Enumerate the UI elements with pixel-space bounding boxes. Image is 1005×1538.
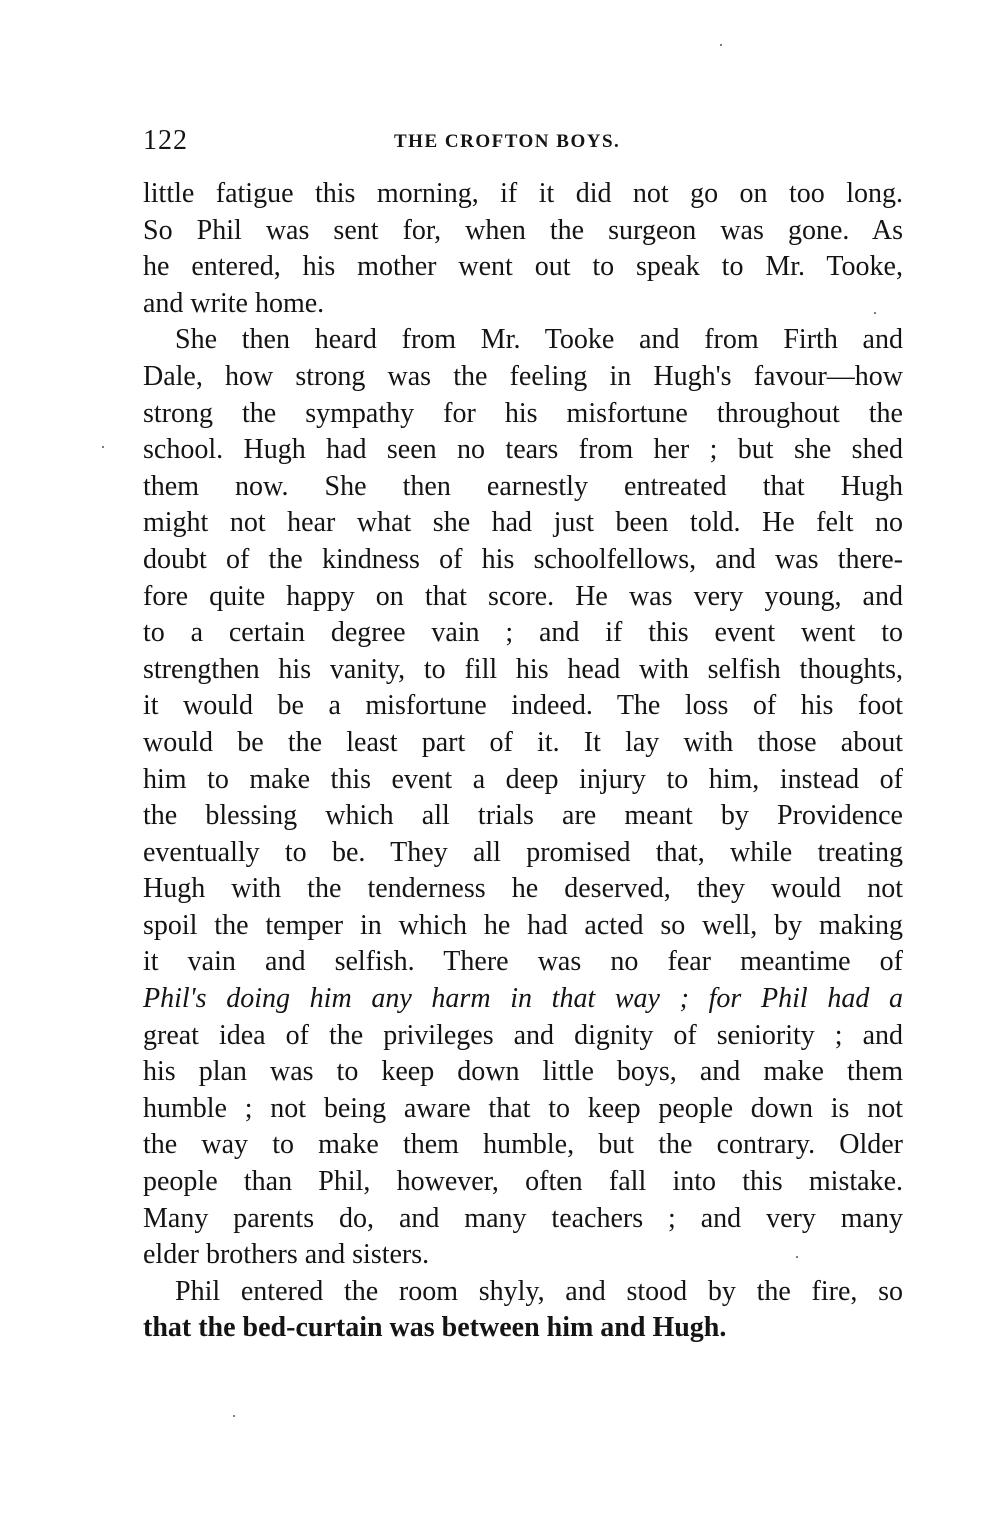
- text-line: the blessing which all trials are meant by Providence: [143, 800, 903, 832]
- text-line: he entered, his mother went out to speak to Mr. Tooke,: [143, 251, 903, 283]
- text-line: that the bed-curtain was between him and Hugh.: [143, 1312, 727, 1344]
- print-speck: [874, 312, 876, 314]
- text-line: the way to make them humble, but the contrary. Older: [143, 1129, 903, 1161]
- text-line: little fatigue this morning, if it did not go on too long.: [143, 178, 903, 209]
- text-line: school. Hugh had seen no tears from her ; but she shed: [143, 434, 903, 466]
- text-line: strengthen his vanity, to fill his head with selfish thoughts,: [143, 653, 903, 685]
- text-line: might not hear what she had just been told. He felt no: [143, 507, 903, 539]
- print-speck: [102, 446, 104, 448]
- running-head: [143, 123, 903, 163]
- text-line: fore quite happy on that score. He was very young, and: [143, 580, 903, 612]
- body-text: [143, 176, 903, 1347]
- text-line: spoil the temper in which he had acted so well, by making: [143, 909, 903, 941]
- running-title: THE CROFTON BOYS.: [394, 131, 621, 152]
- page-number: 122: [143, 125, 188, 156]
- text-line: Hugh with the tenderness he deserved, they would not: [143, 873, 903, 905]
- text-line: great idea of the privileges and dignity of seniority ; and: [143, 1019, 903, 1051]
- text-line: it would be a misfortune indeed. The loss of his foot: [143, 690, 903, 722]
- text-line: them now. She then earnestly entreated that Hugh: [143, 470, 903, 502]
- print-speck: [233, 1415, 235, 1417]
- text-line: She then heard from Mr. Tooke and from Firth and: [175, 324, 903, 356]
- text-line: and write home.: [143, 287, 325, 319]
- text-line: to a certain degree vain ; and if this event went to: [143, 617, 903, 649]
- text-line: strong the sympathy for his misfortune throughout the: [143, 397, 903, 429]
- text-line: it vain and selfish. There was no fear meantime of: [143, 946, 903, 978]
- text-line: eventually to be. They all promised that, while treating: [143, 836, 903, 868]
- text-line-italic: Phil's doing him any harm in that way ; for Phil had a: [143, 983, 903, 1015]
- text-line: Phil entered the room shyly, and stood by the fire, so: [175, 1275, 903, 1307]
- print-speck: [720, 44, 722, 46]
- text-line: doubt of the kindness of his schoolfellows, and was there-: [143, 543, 903, 575]
- text-line: elder brothers and sisters.: [143, 1239, 430, 1271]
- text-line: would be the least part of it. It lay with those about: [143, 726, 903, 758]
- text-line: him to make this event a deep injury to him, instead of: [143, 763, 903, 795]
- text-line: people than Phil, however, often fall into this mistake.: [143, 1166, 903, 1198]
- text-line: Many parents do, and many teachers ; and very many: [143, 1202, 903, 1234]
- text-line: Dale, how strong was the feeling in Hugh's favour—how: [143, 360, 903, 392]
- text-line: So Phil was sent for, when the surgeon was gone. As: [143, 214, 903, 246]
- text-line: his plan was to keep down little boys, and make them: [143, 1056, 903, 1088]
- text-line: humble ; not being aware that to keep people down is not: [143, 1092, 903, 1124]
- print-speck: [796, 1256, 798, 1258]
